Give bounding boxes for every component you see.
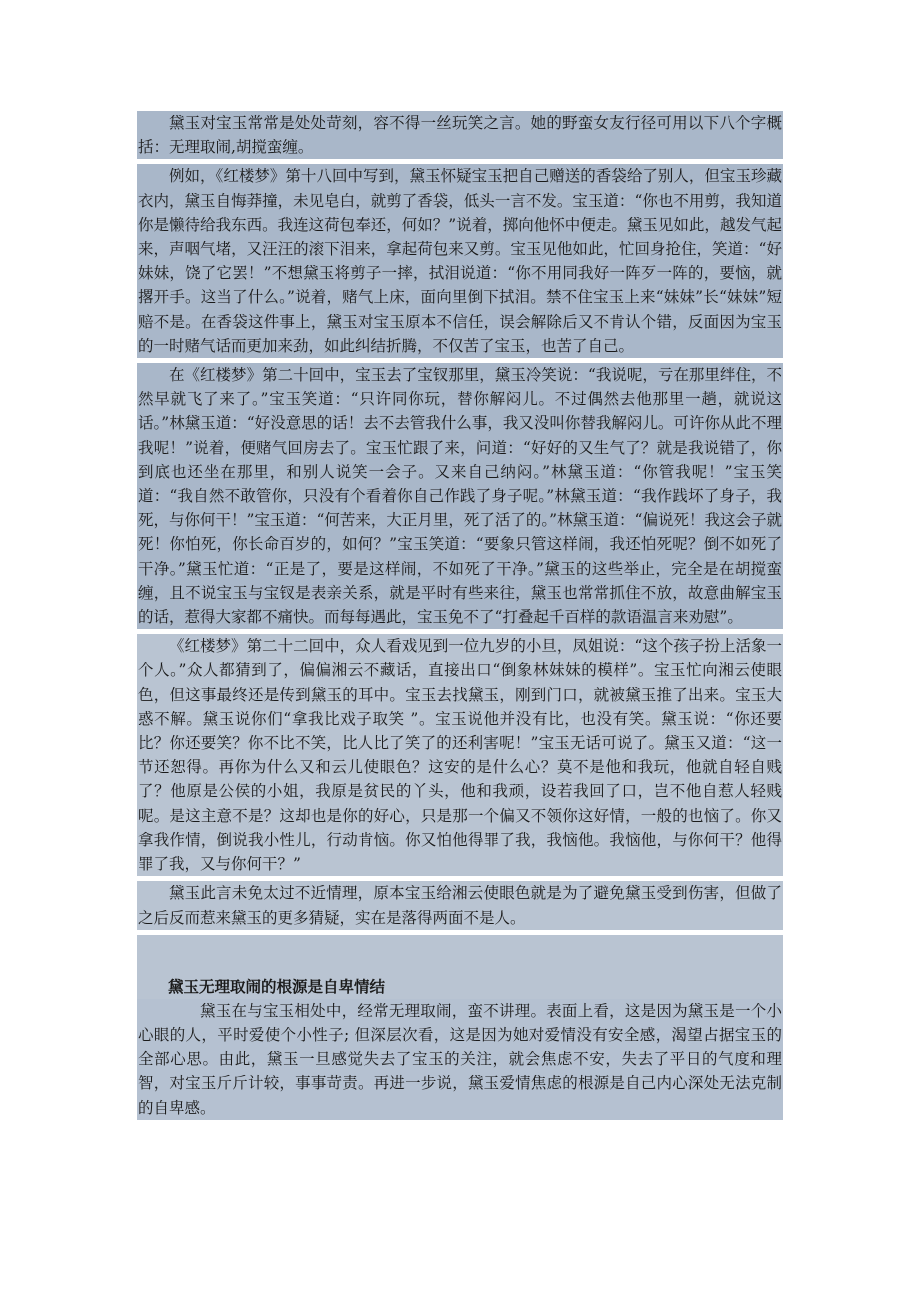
paragraph-commentary: 黛玉此言未免太过不近情理，原本宝玉给湘云使眼色就是为了避免黛玉受到伤害，但做了之后反而惹来黛玉的更多猜疑，实在是落得两面不是人。	[137, 881, 783, 929]
blank-line	[137, 963, 783, 975]
paragraph-chapter-22: 《红楼梦》第二十二回中，众人看戏见到一位九岁的小旦，凤姐说：“这个孩子扮上活象一个人。”众人都猜到了，偏偏湘云不藏话，直接出口“倒象林妹妹的模样”。宝玉忙向湘云使眼色，但这事最终还是传到黛玉的耳中。宝玉去找黛玉，刚到门口，就被黛玉推了出来。宝玉大惑不解。黛玉说你们“拿我比戏子取笑 ”。宝玉说他并没有比，也没有笑。黛玉说：“你还要比？你还要笑？你不比不笑，比人比了笑了的还利害呢！”宝玉无话可说了。黛玉又道：“这一节还恕得。再你为什么又和云儿使眼色？这安的是什么心？莫不是他和我玩，他就自轻自贱了？他原是公侯的小姐，我原是贫民的丫头，他和我顽，设若我回了口，岂不他自惹人轻贱呢。是这主意不是？这却也是你的好心，只是那一个偏又不领你这好情，一般的也恼了。你又拿我作情，倒说我小性儿，行动肯恼。你又怕他得罪了我，我恼他。我恼他，与你何干？他得罪了我，又与你何干？”	[137, 634, 783, 876]
section-heading: 黛玉无理取闹的根源是自卑情结	[137, 975, 783, 999]
paragraph-section-body: 黛玉在与宝玉相处中，经常无理取闹，蛮不讲理。表面上看，这是因为黛玉是一个小心眼的人，平时爱使个小性子; 但深层次看，这是因为她对爱情没有安全感，渴望占据宝玉的全部心思。由此，黛玉一旦感觉失去了宝玉的关注，就会焦虑不安，失去了平日的气度和理智，对宝玉斤斤计较，事事苛责。再进一步说，黛玉爱情焦虑的根源是自己内心深处无法克制的自卑感。	[137, 999, 783, 1120]
blank-line	[137, 935, 783, 963]
paragraph-intro: 黛玉对宝玉常常是处处苛刻，容不得一丝玩笑之言。她的野蛮女友行径可用以下八个字概括：无理取闹,胡搅蛮缠。	[137, 111, 783, 159]
paragraph-chapter-18: 例如，《红楼梦》第十八回中写到，黛玉怀疑宝玉把自己赠送的香袋给了别人，但宝玉珍藏衣内，黛玉自悔莽撞，未见皂白，就剪了香袋，低头一言不发。宝玉道：“你也不用剪，我知道你是懒待给我东西。我连这荷包奉还，何如？”说着，掷向他怀中便走。黛玉见如此，越发气起来，声咽气堵，又汪汪的滚下泪来，拿起荷包来又剪。宝玉见他如此，忙回身抢住，笑道：“好妹妹，饶了它罢！”不想黛玉将剪子一摔，拭泪说道：“你不用同我好一阵歹一阵的，要恼，就撂开手。这当了什么。”说着，赌气上床，面向里倒下拭泪。禁不住宝玉上来“妹妹”长“妹妹”短赔不是。在香袋这件事上，黛玉对宝玉原本不信任，误会解除后又不肯认个错，反面因为宝玉的一时赌气话而更加来劲，如此纠结折腾，不仅苦了宝玉，也苦了自己。	[137, 164, 783, 358]
document-page	[137, 111, 783, 1125]
paragraph-chapter-20: 在《红楼梦》第二十回中，宝玉去了宝钗那里，黛玉冷笑说：“我说呢，亏在那里绊住，不然早就飞了来了。”宝玉笑道：“只许同你玩，替你解闷儿。不过偶然去他那里一趟，就说这话。”林黛玉道：“好没意思的话！去不去管我什么事，我又没叫你替我解闷儿。可许你从此不理我呢！”说着，便赌气回房去了。宝玉忙跟了来，问道：“好好的又生气了？就是我说错了，你到底也还坐在那里，和别人说笑一会子。又来自己纳闷。”林黛玉道：“你管我呢！”宝玉笑道：“我自然不敢管你，只没有个看着你自己作践了身子呢。”林黛玉道：“我作践坏了身子，我死，与你何干！”宝玉道：“何苦来，大正月里，死了活了的。”林黛玉道：“偏说死！我这会子就死！你怕死，你长命百岁的，如何？”宝玉笑道：“要象只管这样闹，我还怕死呢？倒不如死了干净。”黛玉忙道：“正是了，要是这样闹，不如死了干净。”黛玉的这些举止，完全是在胡搅蛮缠，且不说宝玉与宝钗是表亲关系，就是平时有些来往，黛玉也常常抓住不放，故意曲解宝玉的话，惹得大家都不痛快。而每每遇此，宝玉免不了“打叠起千百样的款语温言来劝慰”。	[137, 363, 783, 629]
